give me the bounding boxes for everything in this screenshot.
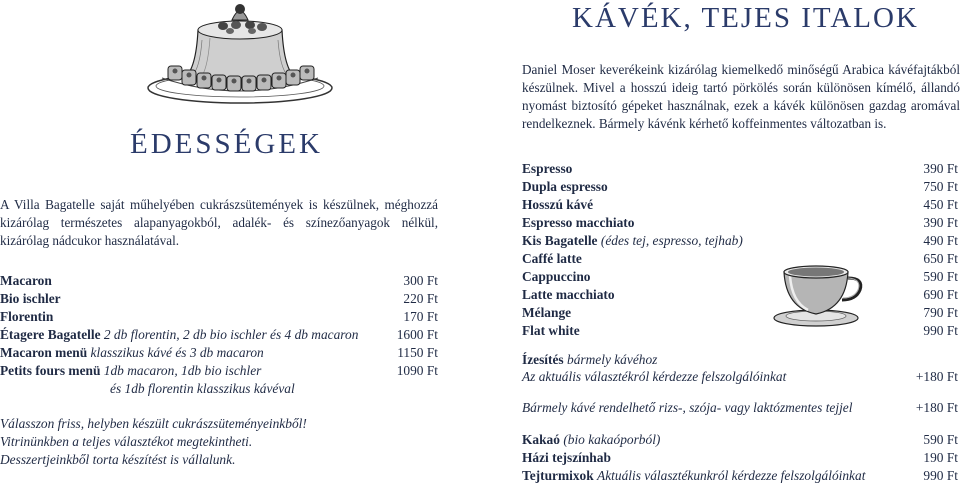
list-item: Florentin xyxy=(0,309,54,324)
list-item: Flat white xyxy=(522,323,580,338)
list-item: Bio ischler xyxy=(0,291,61,306)
item-price: 450 Ft xyxy=(923,197,958,212)
list-item: Kis Bagatelle (édes tej, espresso, tejhab) xyxy=(522,233,743,248)
item-price: 790 Ft xyxy=(923,305,958,320)
item-price: 1600 Ft xyxy=(396,327,438,342)
coffee-cup-illustration xyxy=(766,262,866,328)
item-price: 1150 Ft xyxy=(397,345,438,360)
list-item: Espresso macchiato xyxy=(522,215,635,230)
list-item: Espresso xyxy=(522,161,573,176)
list-item: Macaron menü klasszikus kávé és 3 db macaron xyxy=(0,345,264,360)
item-price: 390 Ft xyxy=(923,215,958,230)
item-description-continued: és 1db florentin klasszikus kávéval xyxy=(110,381,295,396)
note-line: Válasszon friss, helyben készült cukrászsüteményeinkből! xyxy=(0,416,307,431)
item-price: +180 Ft xyxy=(915,400,958,415)
list-item: Latte macchiato xyxy=(522,287,615,302)
list-item: Caffé latte xyxy=(522,251,582,266)
coffee-intro: Daniel Moser keverékeink kizárólag kiemelkedő minőségű Arabica kávéfajtákból készülnek. Mivel a hosszú ideig tartó pörkölés során különösen kímélő, állandó nyomást biztosító gépeket használnak, ezek a kávék különösen gazdag aromával rendelkeznek. Bármely kávénk kérhető koffeinmentes változatban is. xyxy=(522,62,960,131)
item-price: 220 Ft xyxy=(403,291,438,306)
list-item: Étagere Bagatelle 2 db florentin, 2 db bio ischler és 4 db macaron xyxy=(0,327,359,342)
list-item: Macaron xyxy=(0,273,52,288)
flavour-note: Az aktuális választékról kérdezze felszolgálóinkat xyxy=(522,369,787,384)
item-price: 990 Ft xyxy=(923,468,958,483)
item-price: 300 Ft xyxy=(403,273,438,288)
list-item: Mélange xyxy=(522,305,572,320)
item-price: 990 Ft xyxy=(923,323,958,338)
cake-illustration xyxy=(140,0,340,112)
list-item: Hosszú kávé xyxy=(522,197,594,212)
item-price: 650 Ft xyxy=(923,251,958,266)
list-item: Ízesítés bármely kávéhoz xyxy=(522,352,658,367)
section-title-desserts: ÉDESSÉGEK xyxy=(130,128,323,160)
milk-note: Bármely kávé rendelhető rizs-, szója- vagy laktózmentes tejjel xyxy=(522,400,853,415)
item-price: 490 Ft xyxy=(923,233,958,248)
list-item: Dupla espresso xyxy=(522,179,608,194)
item-price: 390 Ft xyxy=(923,161,958,176)
list-item: Házi tejszínhab xyxy=(522,450,611,465)
note-line: Desszertjeinkből torta készítést is vállalunk. xyxy=(0,452,236,467)
list-item: Cappuccino xyxy=(522,269,591,284)
item-price: +180 Ft xyxy=(915,369,958,384)
section-title-coffee: KÁVÉK, TEJES ITALOK xyxy=(572,2,919,34)
item-price: 590 Ft xyxy=(923,432,958,447)
list-item: Kakaó (bio kakaóporból) xyxy=(522,432,661,447)
item-price: 690 Ft xyxy=(923,287,958,302)
item-price: 1090 Ft xyxy=(396,363,438,378)
item-price: 170 Ft xyxy=(403,309,438,324)
item-price: 190 Ft xyxy=(923,450,958,465)
desserts-intro: A Villa Bagatelle saját műhelyében cukrászsütemények is készülnek, méghozzá kizárólag természetes alapanyagokból, adalék- és színezőanyagok nélkül, kizárólag nádcukor használatával. xyxy=(0,197,438,248)
list-item: Tejturmixok Aktuális választékunkról kérdezze felszolgálóinkat xyxy=(522,468,866,483)
list-item: Petits fours menü 1db macaron, 1db bio ischler xyxy=(0,363,262,378)
note-line: Vitrinünkben a teljes választékot megtekintheti. xyxy=(0,434,253,449)
item-price: 590 Ft xyxy=(923,269,958,284)
item-price: 750 Ft xyxy=(923,179,958,194)
